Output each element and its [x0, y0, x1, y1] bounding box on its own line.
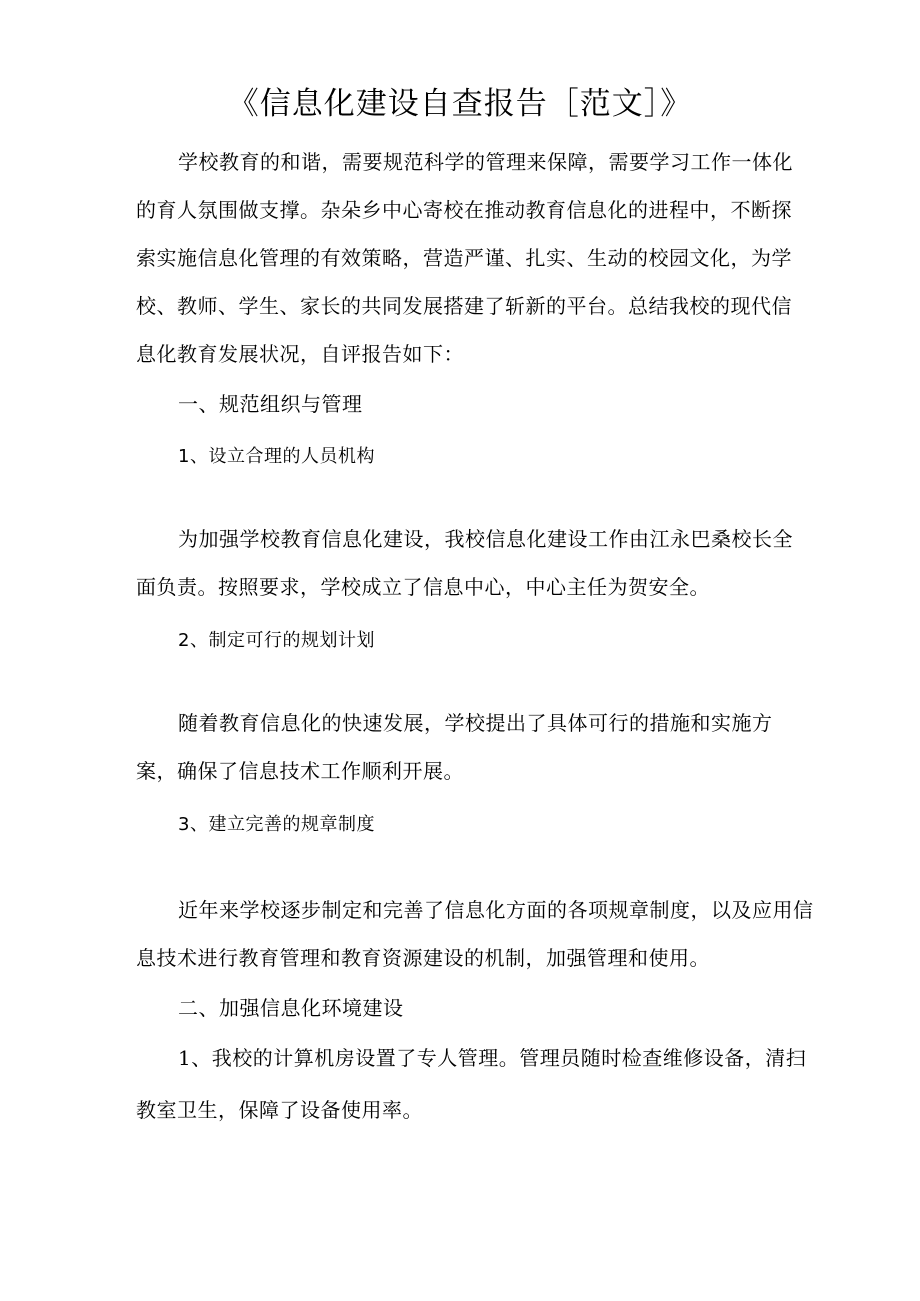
intro-line-1: 学校教育的和谐，需要规范科学的管理来保障，需要学习工作一体化	[178, 150, 793, 174]
section2-item1-line-1: 1、我校的计算机房设置了专人管理。管理员随时检查维修设备，清扫	[178, 1046, 807, 1070]
intro-line-4: 校、教师、学生、家长的共同发展搭建了斩新的平台。总结我校的现代信	[136, 294, 792, 318]
section2-heading: 二、加强信息化环境建设	[178, 996, 404, 1020]
item3-line-1: 近年来学校逐步制定和完善了信息化方面的各项规章制度，以及应用信	[178, 898, 814, 922]
item1-line-1: 为加强学校教育信息化建设，我校信息化建设工作由江永巴桑校长全	[178, 527, 793, 551]
item2-heading: 2、制定可行的规划计划	[178, 630, 375, 651]
item1-line-2: 面负责。按照要求，学校成立了信息中心，中心主任为贺安全。	[136, 575, 710, 599]
item2-line-2: 案，确保了信息技术工作顺利开展。	[136, 759, 464, 783]
item3-line-2: 息技术进行教育管理和教育资源建设的机制，加强管理和使用。	[136, 946, 710, 970]
item1-heading: 1、设立合理的人员机构	[178, 446, 375, 467]
item3-heading: 3、建立完善的规章制度	[178, 814, 375, 835]
intro-line-5: 息化教育发展状况，自评报告如下：	[136, 342, 464, 366]
intro-line-3: 索实施信息化管理的有效策略，营造严谨、扎实、生动的校园文化，为学	[136, 246, 792, 270]
intro-line-2: 的育人氛围做支撑。杂朵乡中心寄校在推动教育信息化的进程中，不断探	[136, 198, 792, 222]
section2-item1-line-2: 教室卫生，保障了设备使用率。	[136, 1098, 423, 1122]
section1-heading: 一、规范组织与管理	[178, 392, 363, 416]
item2-line-1: 随着教育信息化的快速发展，学校提出了具体可行的措施和实施方	[178, 711, 773, 735]
document-title: 《信息化建设自查报告［范文］》	[227, 86, 693, 122]
